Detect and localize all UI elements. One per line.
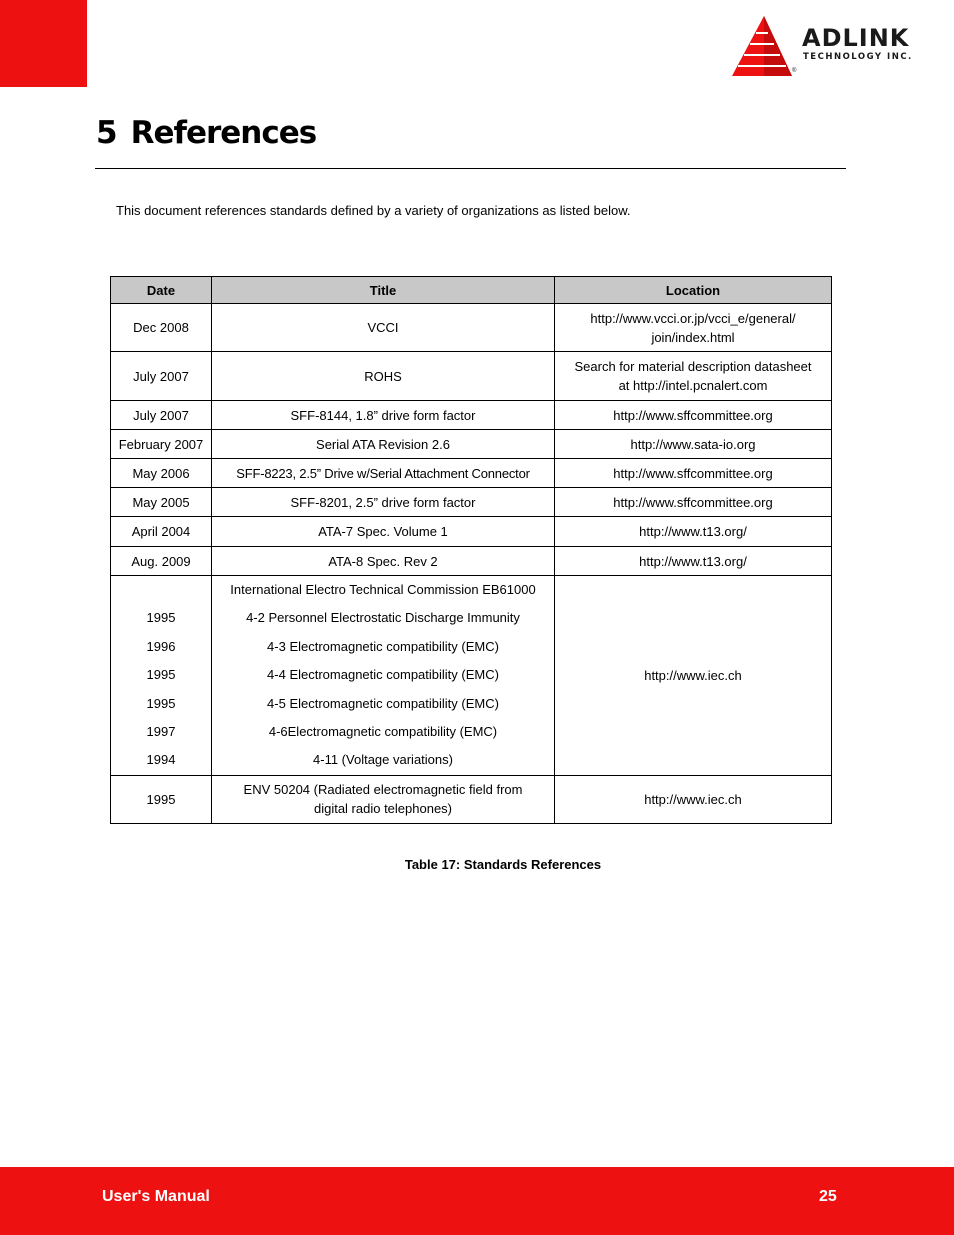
title-line: 4-11 (Voltage variations)	[313, 752, 453, 768]
cell-date: May 2005	[111, 488, 212, 517]
adlink-logo	[730, 14, 940, 80]
cell-title: SFF-8201, 2.5” drive form factor	[212, 488, 555, 517]
cell-date: July 2007	[111, 401, 212, 430]
cell-location	[555, 352, 832, 401]
cell-date-list	[111, 576, 212, 776]
table-row	[111, 488, 832, 517]
cell-title	[212, 775, 555, 823]
section-number: 5	[96, 115, 117, 151]
table-row	[111, 459, 832, 488]
date-line: 1996	[146, 638, 176, 654]
location-line: join/index.html	[651, 329, 735, 345]
table-row	[111, 401, 832, 430]
cell-date: Aug. 2009	[111, 547, 212, 576]
table-row	[111, 304, 832, 352]
date-line: 1995	[146, 695, 176, 711]
cell-title: SFF-8223, 2.5” Drive w/Serial Attachment Connector	[212, 459, 555, 488]
date-line: 1995	[146, 667, 176, 683]
cell-location: http://www.iec.ch	[555, 775, 832, 823]
title-line: 4-2 Personnel Electrostatic Discharge Immunity	[246, 610, 520, 626]
table-row	[111, 430, 832, 459]
table-row	[111, 352, 832, 401]
column-header-date: Date	[111, 277, 212, 304]
title-line: 4-3 Electromagnetic compatibility (EMC)	[267, 638, 499, 654]
footer-page-number: 25	[819, 1188, 837, 1205]
intro-paragraph: This document references standards defined by a variety of organizations as listed below.	[116, 203, 631, 218]
heading-divider	[95, 168, 846, 169]
table-row	[111, 517, 832, 547]
date-line: 1997	[146, 724, 176, 740]
column-header-title: Title	[212, 277, 555, 304]
location-line: Search for material description datasheet	[574, 359, 812, 374]
title-line: digital radio telephones)	[313, 801, 453, 817]
cell-location	[555, 304, 832, 352]
cell-date: May 2006	[111, 459, 212, 488]
cell-date: April 2004	[111, 517, 212, 547]
cell-title: Serial ATA Revision 2.6	[212, 430, 555, 459]
table-row	[111, 547, 832, 576]
standards-references-table	[110, 276, 832, 824]
logo-subtitle: TECHNOLOGY INC.	[803, 52, 913, 62]
cell-location: http://www.sffcommittee.org	[555, 488, 832, 517]
table-row-iec-group	[111, 576, 832, 776]
section-heading	[96, 115, 317, 151]
title-line: International Electro Technical Commission EB61000	[230, 582, 536, 597]
column-header-location: Location	[555, 277, 832, 304]
cell-date: Dec 2008	[111, 304, 212, 352]
date-line	[111, 576, 211, 604]
table-row	[111, 775, 832, 823]
cell-title: VCCI	[212, 304, 555, 352]
cell-title: ROHS	[212, 352, 555, 401]
table-caption: Table 17: Standards References	[404, 857, 602, 872]
cell-date: July 2007	[111, 352, 212, 401]
table-header-row	[111, 277, 832, 304]
logo-registered-mark: ®	[792, 68, 797, 74]
location-line: at http://intel.pcnalert.com	[618, 378, 768, 393]
cell-date: February 2007	[111, 430, 212, 459]
corner-red-block	[0, 0, 87, 87]
title-line: ENV 50204 (Radiated electromagnetic field from	[243, 782, 523, 798]
cell-title: ATA-7 Spec. Volume 1	[212, 517, 555, 547]
footer-manual-label: User's Manual	[102, 1188, 210, 1205]
cell-title: SFF-8144, 1.8” drive form factor	[212, 401, 555, 430]
date-line: 1994	[146, 752, 176, 768]
cell-location: http://www.sata-io.org	[555, 430, 832, 459]
date-line: 1995	[146, 610, 176, 626]
logo-wordmark: ADLINK	[802, 24, 910, 52]
cell-date: 1995	[111, 775, 212, 823]
title-line: 4-5 Electromagnetic compatibility (EMC)	[267, 695, 499, 711]
location-line: http://www.vcci.or.jp/vcci_e/general/	[590, 310, 796, 326]
title-line: 4-4 Electromagnetic compatibility (EMC)	[267, 667, 499, 683]
logo-triangle-icon	[730, 14, 800, 80]
cell-location: http://www.t13.org/	[555, 547, 832, 576]
cell-title: ATA-8 Spec. Rev 2	[212, 547, 555, 576]
cell-location: http://www.t13.org/	[555, 517, 832, 547]
title-line: 4-6Electromagnetic compatibility (EMC)	[268, 724, 498, 740]
cell-location: http://www.iec.ch	[555, 576, 832, 776]
cell-title-list	[212, 576, 555, 776]
cell-location: http://www.sffcommittee.org	[555, 459, 832, 488]
section-title: References	[130, 115, 317, 151]
cell-location: http://www.sffcommittee.org	[555, 401, 832, 430]
